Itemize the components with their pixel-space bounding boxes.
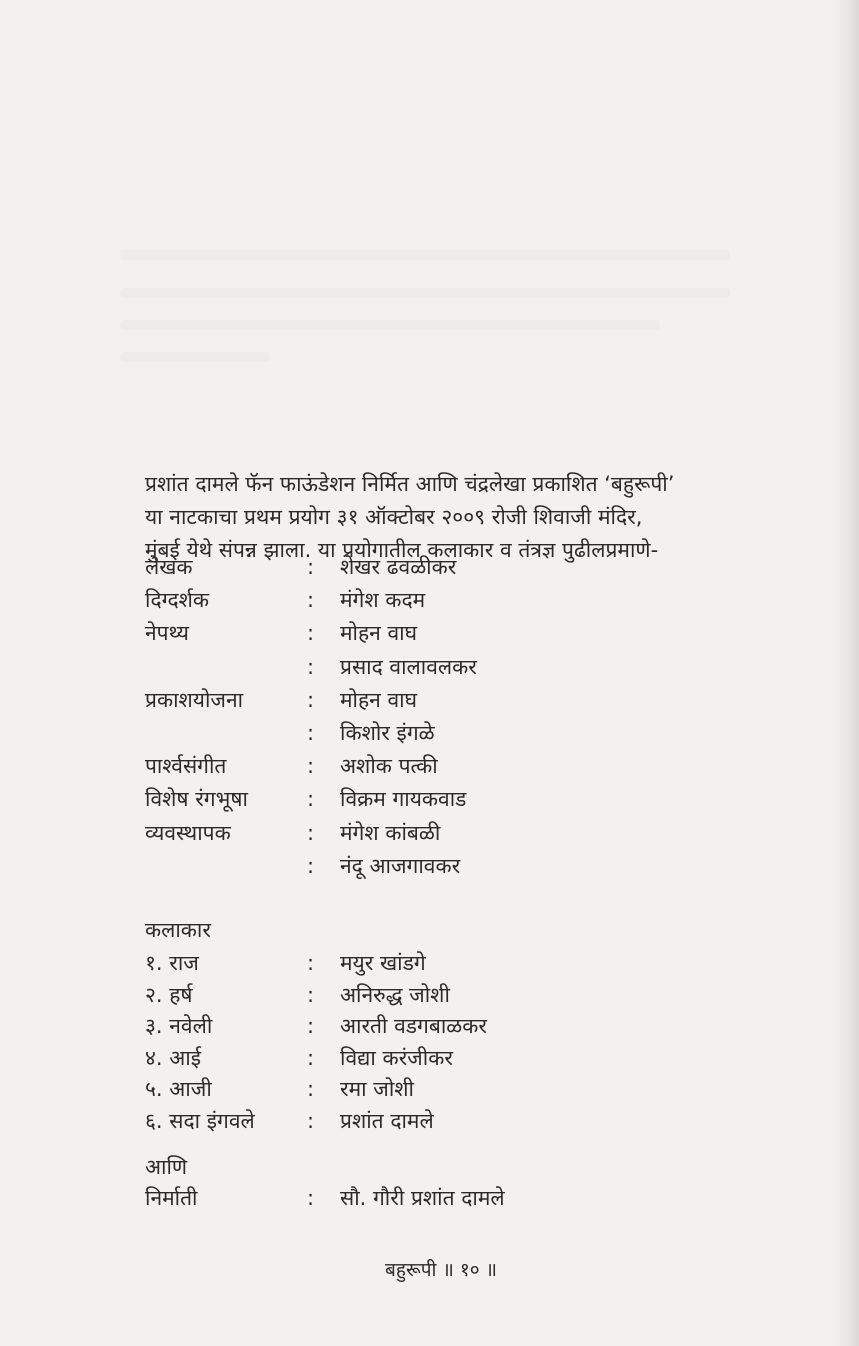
person-name: आरती वडगबाळकर [340, 1014, 487, 1039]
person-name: मंगेश कांबळी [340, 820, 441, 845]
role: ३. नवेली [145, 1014, 213, 1039]
intro-line: मुंबई येथे संपन्न झाला. या प्रयोगातील कलाकार व तंत्रज्ञ पुढीलप्रमाणे- [145, 538, 659, 562]
role: ५. आजी [145, 1077, 212, 1102]
person-name: अनिरुद्ध जोशी [340, 982, 450, 1007]
cast-heading: कलाकार [145, 918, 211, 942]
role: नेपथ्य [145, 621, 189, 646]
separator: : [307, 951, 315, 975]
separator: : [307, 1109, 315, 1133]
separator: : [307, 1077, 315, 1102]
bleed-through [120, 288, 730, 298]
role: दिग्दर्शक [145, 588, 210, 613]
separator: : [307, 787, 315, 812]
person-name: विक्रम गायकवाड [340, 787, 467, 812]
bleed-through [120, 250, 730, 260]
person-name: रमा जोशी [340, 1077, 415, 1102]
intro-line: प्रशांत दामले फॅन फाऊंडेशन निर्मित आणि चंद्रलेखा प्रकाशित ‘बहुरूपी’ [145, 472, 675, 496]
separator: : [307, 687, 315, 712]
person-name: मंगेश कदम [340, 588, 426, 613]
separator: : [307, 654, 315, 679]
person-name: मयुर खांडगे [340, 951, 426, 975]
bleed-through [120, 320, 660, 330]
separator: : [307, 721, 315, 745]
separator: : [307, 982, 315, 1007]
separator: : [307, 555, 315, 579]
separator: : [307, 588, 315, 613]
person-name: मोहन वाघ [340, 687, 418, 712]
separator: : [307, 754, 315, 779]
role: लेखक [145, 555, 193, 579]
role: ६. सदा इंगवले [145, 1109, 255, 1133]
role: १. राज [145, 951, 199, 975]
role: व्यवस्थापक [145, 820, 231, 845]
role: प्रकाशयोजना [145, 687, 244, 712]
separator: : [307, 820, 315, 845]
person-name: अशोक पत्की [340, 754, 438, 779]
page-footer: बहुरूपी ॥ १० ॥ [385, 1259, 498, 1281]
page-edge-shadow [833, 0, 859, 1346]
role: पार्श्वसंगीत [145, 754, 227, 779]
role: ४. आई [145, 1045, 202, 1070]
separator: : [307, 621, 315, 646]
person-name: शेखर ढवळीकर [340, 555, 457, 579]
bleed-through [120, 352, 270, 362]
person-name: सौ. गौरी प्रशांत दामले [340, 1186, 505, 1210]
intro-line: या नाटकाचा प्रथम प्रयोग ३१ ऑक्टोबर २००९ रोजी शिवाजी मंदिर, [145, 505, 643, 529]
person-name: मोहन वाघ [340, 621, 418, 646]
person-name: किशोर इंगळे [340, 721, 435, 745]
person-name: नंदू आजगावकर [340, 853, 461, 878]
person-name: प्रशांत दामले [340, 1109, 434, 1133]
separator: : [307, 853, 315, 878]
separator: : [307, 1014, 315, 1039]
separator: : [307, 1045, 315, 1070]
person-name: प्रसाद वालावलकर [340, 654, 477, 679]
role: २. हर्ष [145, 982, 193, 1007]
separator: : [307, 1186, 315, 1210]
person-name: विद्या करंजीकर [340, 1045, 453, 1070]
and-label: आणि [145, 1155, 188, 1179]
role: निर्माती [145, 1186, 198, 1210]
role: विशेष रंगभूषा [145, 787, 248, 812]
